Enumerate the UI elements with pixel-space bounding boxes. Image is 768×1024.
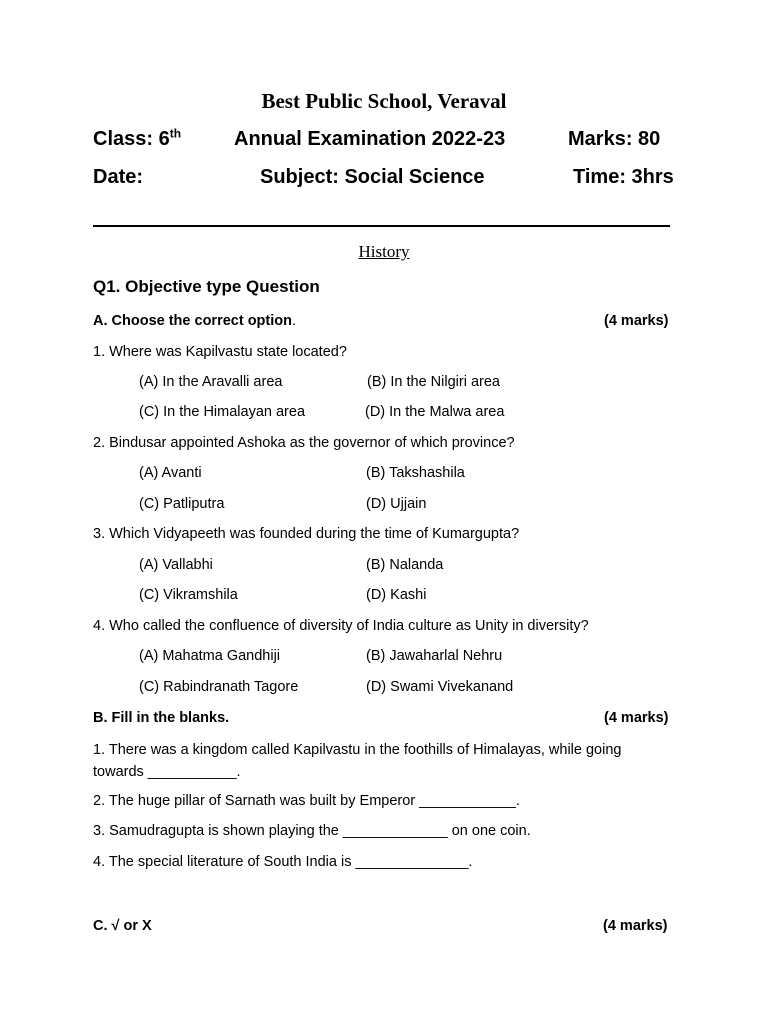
part-a-marks: (4 marks): [604, 313, 669, 329]
option: (B) Jawaharlal Nehru: [366, 648, 503, 664]
class-label: Class: 6th: [93, 126, 182, 150]
option: (D) Ujjain: [366, 496, 427, 512]
fill-blank-item: 1. There was a kingdom called Kapilvastu in the foothills of Himalayas, while going towards ___________.: [93, 742, 622, 780]
fill-blank-item: 2. The huge pillar of Sarnath was built by Emperor ____________.: [93, 793, 520, 809]
option: (A) Mahatma Gandhiji: [139, 648, 281, 664]
fill-blank-item: 4. The special literature of South India is ______________.: [93, 854, 473, 870]
option: (A) Avanti: [139, 465, 202, 481]
time-label: Time: 3hrs: [573, 166, 674, 188]
exam-title: Annual Examination 2022-23: [234, 128, 506, 150]
part-b-marks: (4 marks): [604, 710, 669, 726]
subject-label: Subject: Social Science: [260, 166, 485, 188]
option: (C) Patliputra: [139, 496, 225, 512]
question-text: 4. Who called the confluence of diversity of India culture as Unity in diversity?: [93, 618, 589, 634]
question-text: 1. Where was Kapilvastu state located?: [93, 344, 347, 360]
part-c-marks: (4 marks): [603, 918, 668, 934]
option: (B) In the Nilgiri area: [367, 374, 500, 390]
class-superscript: th: [169, 126, 182, 141]
question-text: 2. Bindusar appointed Ashoka as the governor of which province?: [93, 435, 515, 451]
part-a-title: A. Choose the correct option.: [93, 313, 297, 329]
school-name: Best Public School, Veraval: [261, 89, 507, 113]
option: (B) Takshashila: [366, 465, 465, 481]
option: (D) Kashi: [366, 587, 427, 603]
option: (C) Rabindranath Tagore: [139, 679, 299, 695]
header-divider: [93, 225, 670, 227]
option: (B) Nalanda: [366, 557, 444, 573]
section-title: History: [358, 242, 410, 261]
date-label: Date:: [93, 166, 144, 188]
question-text: 3. Which Vidyapeeth was founded during the time of Kumargupta?: [93, 526, 520, 542]
fill-blank-item: 3. Samudragupta is shown playing the _____________ on one coin.: [93, 823, 531, 839]
option: (A) In the Aravalli area: [139, 374, 283, 390]
part-c-title: C. √ or X: [93, 918, 152, 934]
option: (C) Vikramshila: [139, 587, 238, 603]
part-b-title: B. Fill in the blanks.: [93, 710, 230, 726]
question-1-title: Q1. Objective type Question: [93, 277, 320, 296]
option: (D) Swami Vivekanand: [366, 679, 514, 695]
option: (A) Vallabhi: [139, 557, 213, 573]
total-marks: Marks: 80: [568, 128, 661, 150]
option: (C) In the Himalayan area: [139, 404, 306, 420]
option: (D) In the Malwa area: [365, 404, 505, 420]
